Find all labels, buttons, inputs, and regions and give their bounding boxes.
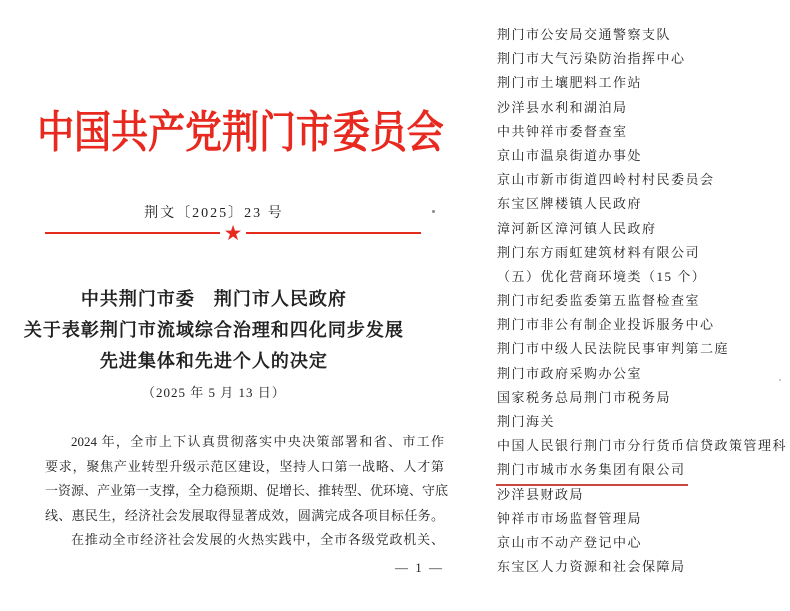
list-item: 荆门市公安局交通警察支队	[497, 27, 672, 42]
body-line: 线、惠民生，经济社会发展取得显著成效，圆满完成各项目标任务。	[45, 507, 444, 523]
list-item: 荆门市中级人民法院民事审判第二庭	[497, 341, 730, 357]
list-item-highlighted	[497, 458, 790, 482]
body-line: 在推动全市经济社会发展的火热实践中，全市各级党政机关、	[71, 532, 444, 548]
red-divider-rule	[45, 222, 421, 244]
title-line-decision: 先进集体和先进个人的决定	[99, 351, 328, 371]
rule-right-segment	[246, 232, 421, 235]
scan-speck	[432, 210, 435, 213]
list-item: 中国人民银行荆门市分行货币信贷政策管理科	[497, 438, 788, 454]
list-item: 钟祥市市场监督管理局	[497, 510, 643, 526]
list-item: 荆门市大气污染防治指挥中心	[497, 51, 686, 67]
list-item: 荆门市非公有制企业投诉服务中心	[497, 317, 715, 333]
list-item: 沙洋县财政局	[497, 486, 585, 502]
red-underlined-text: 荆门市城市水务集团有限公司	[496, 458, 688, 485]
title-line-issuers: 中共荆门市委 荆门市人民政府	[80, 289, 347, 309]
list-item: 中共钟祥市委督查室	[497, 123, 628, 139]
list-item: 国家税务总局荆门市税务局	[497, 389, 672, 405]
rule-left-segment	[45, 232, 220, 235]
party-committee-masthead: 中国共产党荆门市委员会	[37, 108, 444, 157]
body-line: 2024 年，全市上下认真贯彻落实中央决策部署和省、市工作	[71, 434, 444, 449]
list-item: 京山市温泉街道办事处	[497, 147, 643, 163]
document-date: （2025 年 5 月 13 日）	[142, 385, 286, 400]
page-number: — 1 —	[395, 560, 444, 575]
list-item: 东宝区牌楼镇人民政府	[497, 196, 643, 212]
document-number: 荆文〔2025〕23 号	[144, 206, 284, 221]
list-item: 沙洋县水利和湖泊局	[497, 99, 628, 115]
scan-speck	[779, 379, 781, 381]
list-item: 京山市新市街道四岭村村民委员会	[497, 172, 715, 188]
red-star-icon: ★	[223, 220, 243, 245]
list-item: 东宝区人力资源和社会保障局	[497, 559, 686, 575]
document-title-block	[0, 284, 428, 403]
list-item: 漳河新区漳河镇人民政府	[497, 220, 657, 236]
list-item: 荆门市纪委监委第五监督检查室	[497, 293, 701, 309]
list-item: 荆门市政府采购办公室	[497, 365, 643, 381]
body-line: 要求，聚焦产业转型升级示范区建设，坚持人口第一战略、人才第	[45, 458, 444, 474]
body-line: 一资源、产业第一支撑，全力稳预期、促增长、推转型、优环境、守底	[45, 483, 449, 499]
body-paragraphs	[45, 430, 449, 553]
list-item: 荆门东方雨虹建筑材料有限公司	[497, 244, 701, 260]
document-page-list	[497, 23, 790, 579]
list-item: 京山市不动产登记中心	[497, 534, 643, 550]
list-item: 荆门市土壤肥料工作站	[497, 75, 643, 91]
title-line-subject: 关于表彰荆门市流域综合治理和四化同步发展	[23, 320, 404, 340]
list-item: 荆门海关	[497, 414, 556, 429]
list-section-heading: （五）优化营商环境类（15 个）	[497, 268, 707, 284]
